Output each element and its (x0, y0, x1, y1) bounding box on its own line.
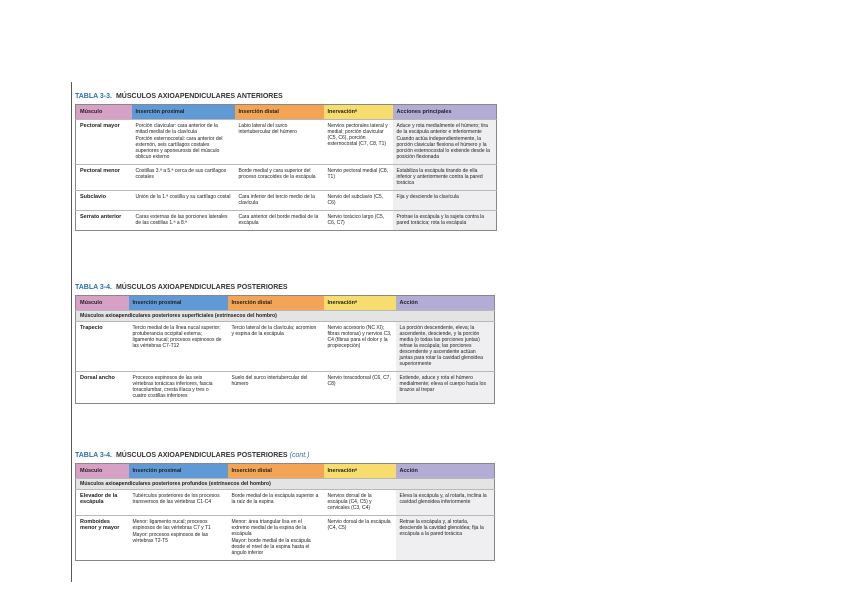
cell-proximal (129, 322, 228, 372)
table-title (75, 93, 497, 101)
data-table (75, 463, 495, 561)
cell-distal (228, 322, 324, 372)
cell-paragraph: Caras externas de las porciones laterales de las costillas 1.ª a 8.ª (135, 214, 228, 226)
cell-muscle: Trapecio (76, 322, 129, 372)
header-distal: Inserción distal (228, 464, 324, 479)
header-action: Acción (396, 464, 495, 479)
section-label: Músculos axioapendiculares posteriores superficiales (extrínsecos del hombro) (76, 311, 495, 322)
header-action: Acción (396, 296, 495, 311)
table-row (76, 191, 497, 211)
table-3-4-cont (75, 452, 495, 561)
cell-nerve (324, 516, 396, 561)
header-distal: Inserción distal (235, 105, 324, 120)
table-row (76, 322, 495, 372)
table-row (76, 516, 495, 561)
cell-action (393, 191, 497, 211)
section-row (76, 479, 495, 490)
cell-proximal (132, 211, 235, 231)
table-row (76, 211, 497, 231)
cell-paragraph: Nervio accesorio (NC XI); fibras motoras) y nervios C3, C4 (fibras para el dolor y la propiocepción) (327, 325, 392, 349)
cell-paragraph: Porción esternocostal: cara anterior del esternón, seis cartílagos costales superiores y aponeurosis del músculo oblicuo externo (135, 136, 223, 160)
cell-paragraph: Mayor: procesos espinosos de las vértebras T2-T5 (132, 532, 209, 544)
cell-nerve (324, 191, 393, 211)
cell-paragraph: Extiende, aduce y rota el húmero medialmente; eleva el cuerpo hacia los brazos al trepar (399, 375, 486, 393)
header-proximal: Inserción proximal (129, 296, 228, 311)
table-3-4 (75, 284, 495, 404)
cell-paragraph: Borde medial y cara superior del proceso coracoides de la escápula (238, 168, 316, 180)
table-number: TABLA 3-3. (75, 93, 112, 100)
data-table (75, 104, 497, 231)
header-nerve: Inervaciónᵃ (324, 105, 393, 120)
cell-action (393, 211, 497, 231)
header-action: Acciones principales (393, 105, 497, 120)
table-body (76, 120, 497, 231)
data-table (75, 295, 495, 404)
header-muscle: Músculo (76, 105, 132, 120)
cell-nerve (324, 211, 393, 231)
table-title (75, 452, 495, 460)
cell-paragraph: Suelo del surco intertubercular del húmero (231, 375, 308, 387)
cell-paragraph: Cara inferior del tercio medio de la clavícula (238, 194, 315, 206)
header-muscle: Músculo (76, 296, 129, 311)
cell-muscle: Romboides menor y mayor (76, 516, 129, 561)
cell-paragraph: Tercio medial de la línea nucal superior; protuberancia occipital externa; ligamento nucal; procesos espinosos de las vértebras C7-T12 (132, 325, 222, 349)
cell-nerve (324, 490, 396, 516)
cell-nerve (324, 372, 396, 404)
table-body (76, 311, 495, 404)
cell-proximal (132, 191, 235, 211)
cell-action (396, 490, 495, 516)
cell-paragraph: Nervios dorsal de la escápula (C4, C5) y cervicales (C3, C4) (327, 493, 372, 511)
table-3-3 (75, 93, 497, 231)
table-row (76, 490, 495, 516)
table-header-row (76, 105, 497, 120)
table-title-text: MÚSCULOS AXIOAPENDICULARES POSTERIORES (115, 452, 288, 459)
cell-paragraph: Nervio del subclavio (C5, C6) (327, 194, 384, 206)
cell-paragraph: Estabiliza la escápula tirando de ella inferior y anteriormente contra la pared torácica (396, 168, 483, 186)
cell-paragraph: Tubérculos posteriores de los procesos transversos de las vértebras C1-C4 (132, 493, 220, 505)
cell-nerve (324, 120, 393, 165)
cell-distal (235, 211, 324, 231)
cell-distal (235, 165, 324, 191)
cell-muscle: Dorsal ancho (76, 372, 129, 404)
cell-paragraph: Nervio dorsal de la escápula (C4, C5) (327, 519, 391, 531)
table-row (76, 372, 495, 404)
cell-action (393, 165, 497, 191)
cell-paragraph: Menor: área triangular lisa en el extremo medial de la espina de la escápula (231, 519, 307, 537)
table-row (76, 165, 497, 191)
header-distal: Inserción distal (228, 296, 324, 311)
table-number: TABLA 3-4. (75, 452, 112, 459)
cell-paragraph: Tercio lateral de la clavícula; acromion y espina de la escápula (231, 325, 317, 337)
header-muscle: Músculo (76, 464, 129, 479)
cell-paragraph: Eleva la escápula y, al rotarla, inclina la cavidad glenoidea inferiormente (399, 493, 487, 505)
cell-distal (235, 120, 324, 165)
cell-distal (228, 372, 324, 404)
cell-muscle: Pectoral menor (76, 165, 132, 191)
table-title-text: MÚSCULOS AXIOAPENDICULARES ANTERIORES (115, 93, 283, 100)
cell-proximal (132, 120, 235, 165)
cell-proximal (129, 516, 228, 561)
cell-distal (228, 490, 324, 516)
cell-paragraph: Nervios pectorales lateral y medial; porción clavicular (C5, C6), porción esternocostal (C7, C8, T1) (327, 123, 388, 147)
cell-paragraph: Porción clavicular: cara anterior de la mitad medial de la clavícula (135, 123, 218, 135)
continued-label: (cont.) (289, 452, 310, 459)
cell-paragraph: Costillas 3.ª a 5.ª cerca de sus cartílagos costales (135, 168, 227, 180)
header-proximal: Inserción proximal (129, 464, 228, 479)
cell-action (396, 322, 495, 372)
cell-paragraph: Unión de la 1.ª costilla y su cartílago costal (135, 194, 231, 200)
cell-paragraph: Cuando actúa independientemente, la porción clavicular flexiona el húmero y la porción esternocostal lo extiende desde la posición flexionada (396, 136, 490, 160)
table-row (76, 120, 497, 165)
cell-proximal (129, 490, 228, 516)
margin-rule (71, 82, 72, 582)
cell-distal (228, 516, 324, 561)
cell-muscle: Subclavio (76, 191, 132, 211)
cell-paragraph: Retrae la escápula y, al rotarla, desciende la cavidad glenoidea; fija la escápula a la pared torácica (399, 519, 484, 537)
cell-paragraph: Protrae la escápula y la sujeta contra la pared torácica; rota la escápula (396, 214, 485, 226)
section-row (76, 311, 495, 322)
cell-muscle: Pectoral mayor (76, 120, 132, 165)
cell-paragraph: Menor: ligamento nucal; procesos espinosos de las vértebras C7 y T1 (132, 519, 211, 531)
header-nerve: Inervaciónᵃ (324, 464, 396, 479)
cell-paragraph: Fija y desciende la clavícula (396, 194, 459, 200)
cell-action (396, 372, 495, 404)
cell-paragraph: Nervio pectoral medial (C8, T1) (327, 168, 389, 180)
table-title (75, 284, 495, 292)
cell-paragraph: La porción descendente, eleva; la ascendente, desciende, y la porción media (o todas las porciones juntas) retrae la escápula; las porciones descendente y ascendente actúan juntas para rotar la cavidad glenoidea superiormente (399, 325, 483, 367)
cell-paragraph: Nervio toracodorsal (C6, C7, C8) (327, 375, 391, 387)
header-proximal: Inserción proximal (132, 105, 235, 120)
cell-paragraph: Cara anterior del borde medial de la escápula (238, 214, 319, 226)
table-header-row (76, 296, 495, 311)
cell-action (396, 516, 495, 561)
cell-proximal (132, 165, 235, 191)
table-header-row (76, 464, 495, 479)
table-number: TABLA 3-4. (75, 284, 112, 291)
cell-nerve (324, 165, 393, 191)
cell-proximal (129, 372, 228, 404)
cell-action (393, 120, 497, 165)
header-nerve: Inervaciónᵃ (324, 296, 396, 311)
cell-paragraph: Borde medial de la escápula superior a la raíz de la espina (231, 493, 319, 505)
cell-distal (235, 191, 324, 211)
table-title-text: MÚSCULOS AXIOAPENDICULARES POSTERIORES (115, 284, 288, 291)
cell-paragraph: Procesos espinosos de las seis vértebras torácicas inferiores, fascia toracolumbar, cresta ilíaca y tres o cuatro costillas inferiores (132, 375, 213, 399)
cell-paragraph: Nervio torácico largo (C5, C6, C7) (327, 214, 385, 226)
table-body (76, 479, 495, 561)
cell-muscle: Serrato anterior (76, 211, 132, 231)
section-label: Músculos axioapendiculares posteriores profundos (extrínsecos del hombro) (76, 479, 495, 490)
cell-paragraph: Labio lateral del surco intertubercular del húmero (238, 123, 297, 135)
cell-nerve (324, 322, 396, 372)
cell-paragraph: Mayor: borde medial de la escápula desde el nivel de la espina hasta el ángulo inferior (231, 538, 311, 556)
cell-paragraph: Aduce y rota medialmente el húmero; tira de la escápula anterior e inferiormente (396, 123, 488, 135)
cell-muscle: Elevador de la escápula (76, 490, 129, 516)
